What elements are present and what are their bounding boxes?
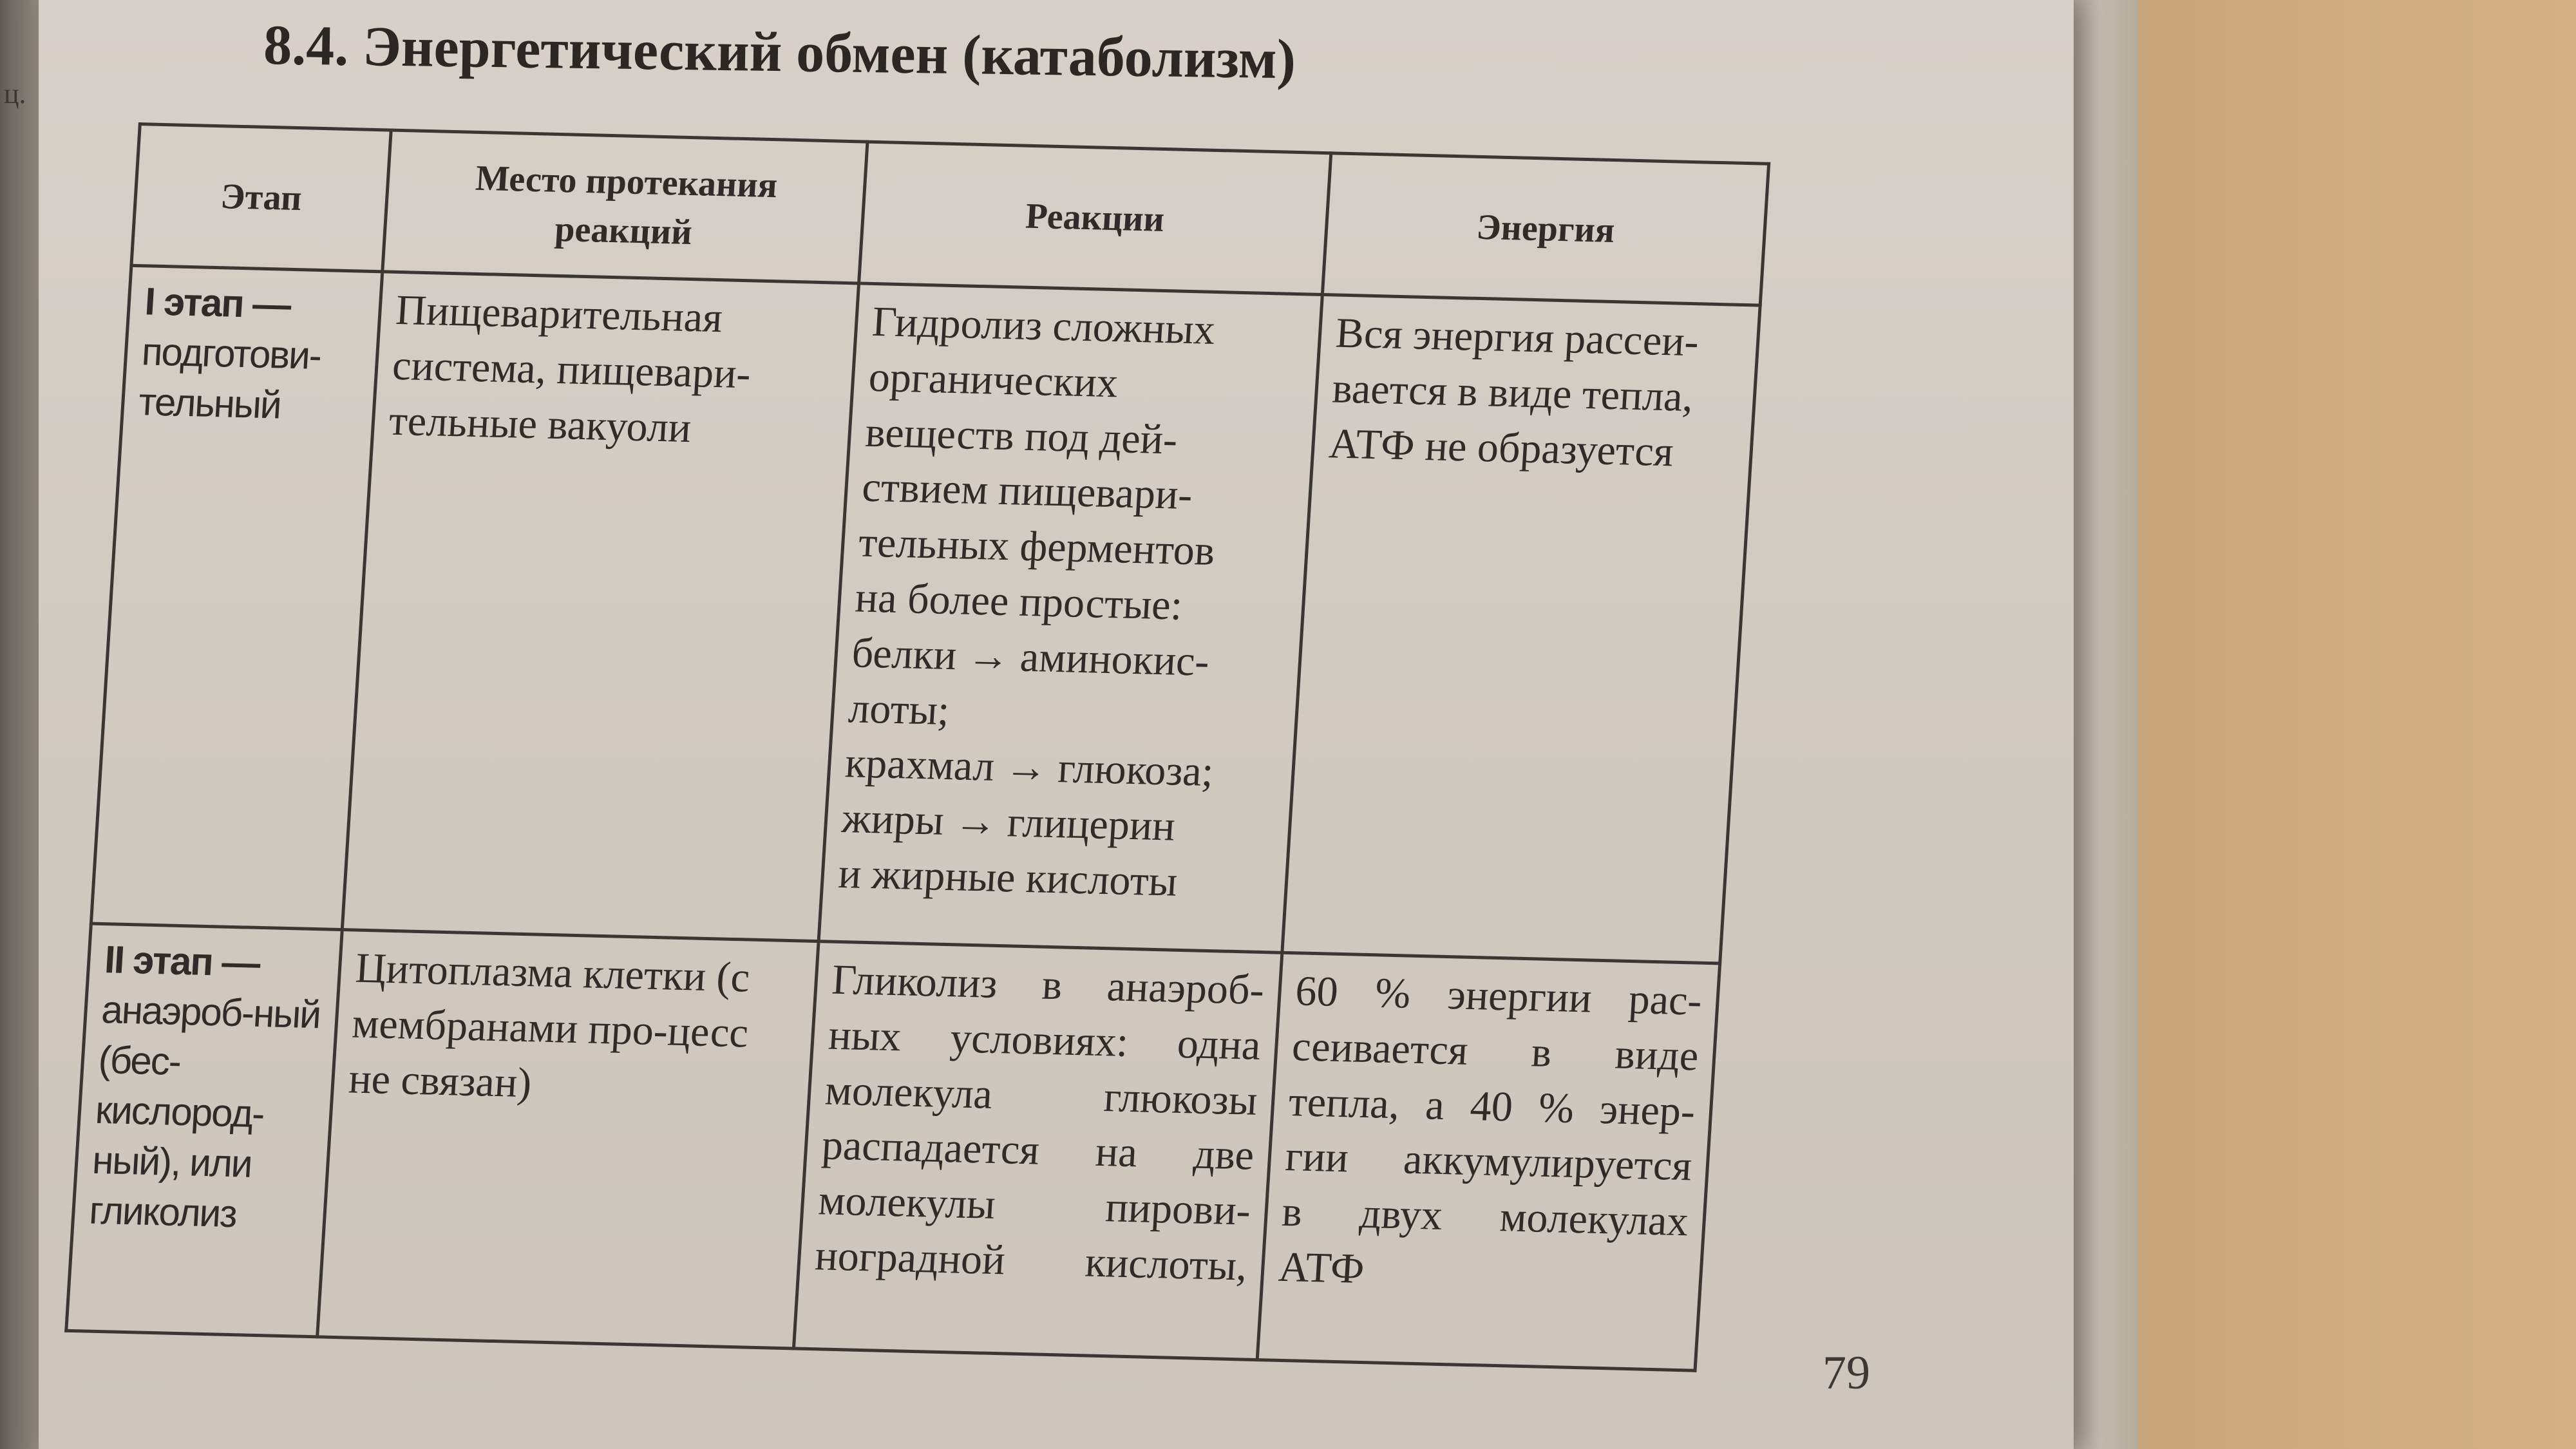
reaction-line: Гликолиз в анаэроб- [830,956,1265,1014]
energy-cell: Вся энергия рассеи-вается в виде тепла, АТФ не образуется [1282,294,1760,963]
reaction-line: на более простые: [854,574,1184,629]
margin-fragment: ц. [4,78,26,109]
reaction-line: молекула глюкозы [824,1066,1259,1124]
reaction-line: органических [867,353,1120,407]
energy-cell [1257,952,1719,1370]
reaction-line: ноградной кислоты, [813,1232,1249,1290]
stage-cell [66,923,343,1337]
reaction-line: ствием пищевари- [860,464,1194,519]
energy-line: 60 % энергии рас- [1294,967,1703,1025]
reaction-line: белки → аминокис- [850,629,1211,685]
catabolism-table-wrapper [64,122,1770,1372]
stage-cell [91,265,382,929]
reaction-line: веществ под дей- [864,408,1179,464]
place-cell: Цитоплазма клетки (с мембранами про-цесс не связан) [317,930,819,1349]
energy-line: в двух молекулах [1280,1188,1690,1245]
header-stage: Этап [131,124,391,272]
place-cell: Пищеварительная система, пищевари-тельные вакуоли [342,272,858,942]
catabolism-table [64,122,1770,1372]
energy-line: гии аккумулируется [1283,1133,1694,1190]
reaction-line: тельных ферментов [857,518,1217,575]
header-energy: Энергия [1322,153,1768,305]
reactions-cell [793,942,1282,1360]
table-row [66,923,1720,1370]
reaction-line: ных условиях: одна [827,1011,1262,1069]
reaction-line: молекулы пирови- [817,1177,1253,1235]
reaction-line: распадается на две [820,1121,1256,1180]
reaction-line: лоты; [847,684,951,734]
stage-label: II этап — [103,938,261,985]
book-page [39,0,2074,1449]
reactions-cell [819,283,1322,952]
section-title: 8.4. Энергетический обмен (катаболизм) [263,14,1296,91]
book-page-edge [2067,0,2138,1449]
reaction-line: Гидролиз сложных [871,298,1217,354]
page-number: 79 [1823,1347,1870,1399]
stage-label: I этап — [143,279,292,327]
reaction-line: крахмал → глюкоза; [844,739,1215,796]
stage-description: подготови-тельный [137,330,322,427]
header-reactions: Реакции [859,142,1331,294]
reaction-line: жиры → глицерин [840,795,1177,850]
header-place: Место протекания реакций [383,130,867,283]
energy-line: АТФ [1277,1243,1366,1293]
stage-description: анаэроб-ный (бес-кислород-ный), или гликолиз [88,988,322,1236]
reaction-line: и жирные кислоты [837,849,1179,905]
table-row [91,265,1760,963]
energy-line: тепла, а 40 % энер- [1287,1077,1697,1135]
energy-line: сеивается в виде [1291,1023,1700,1080]
